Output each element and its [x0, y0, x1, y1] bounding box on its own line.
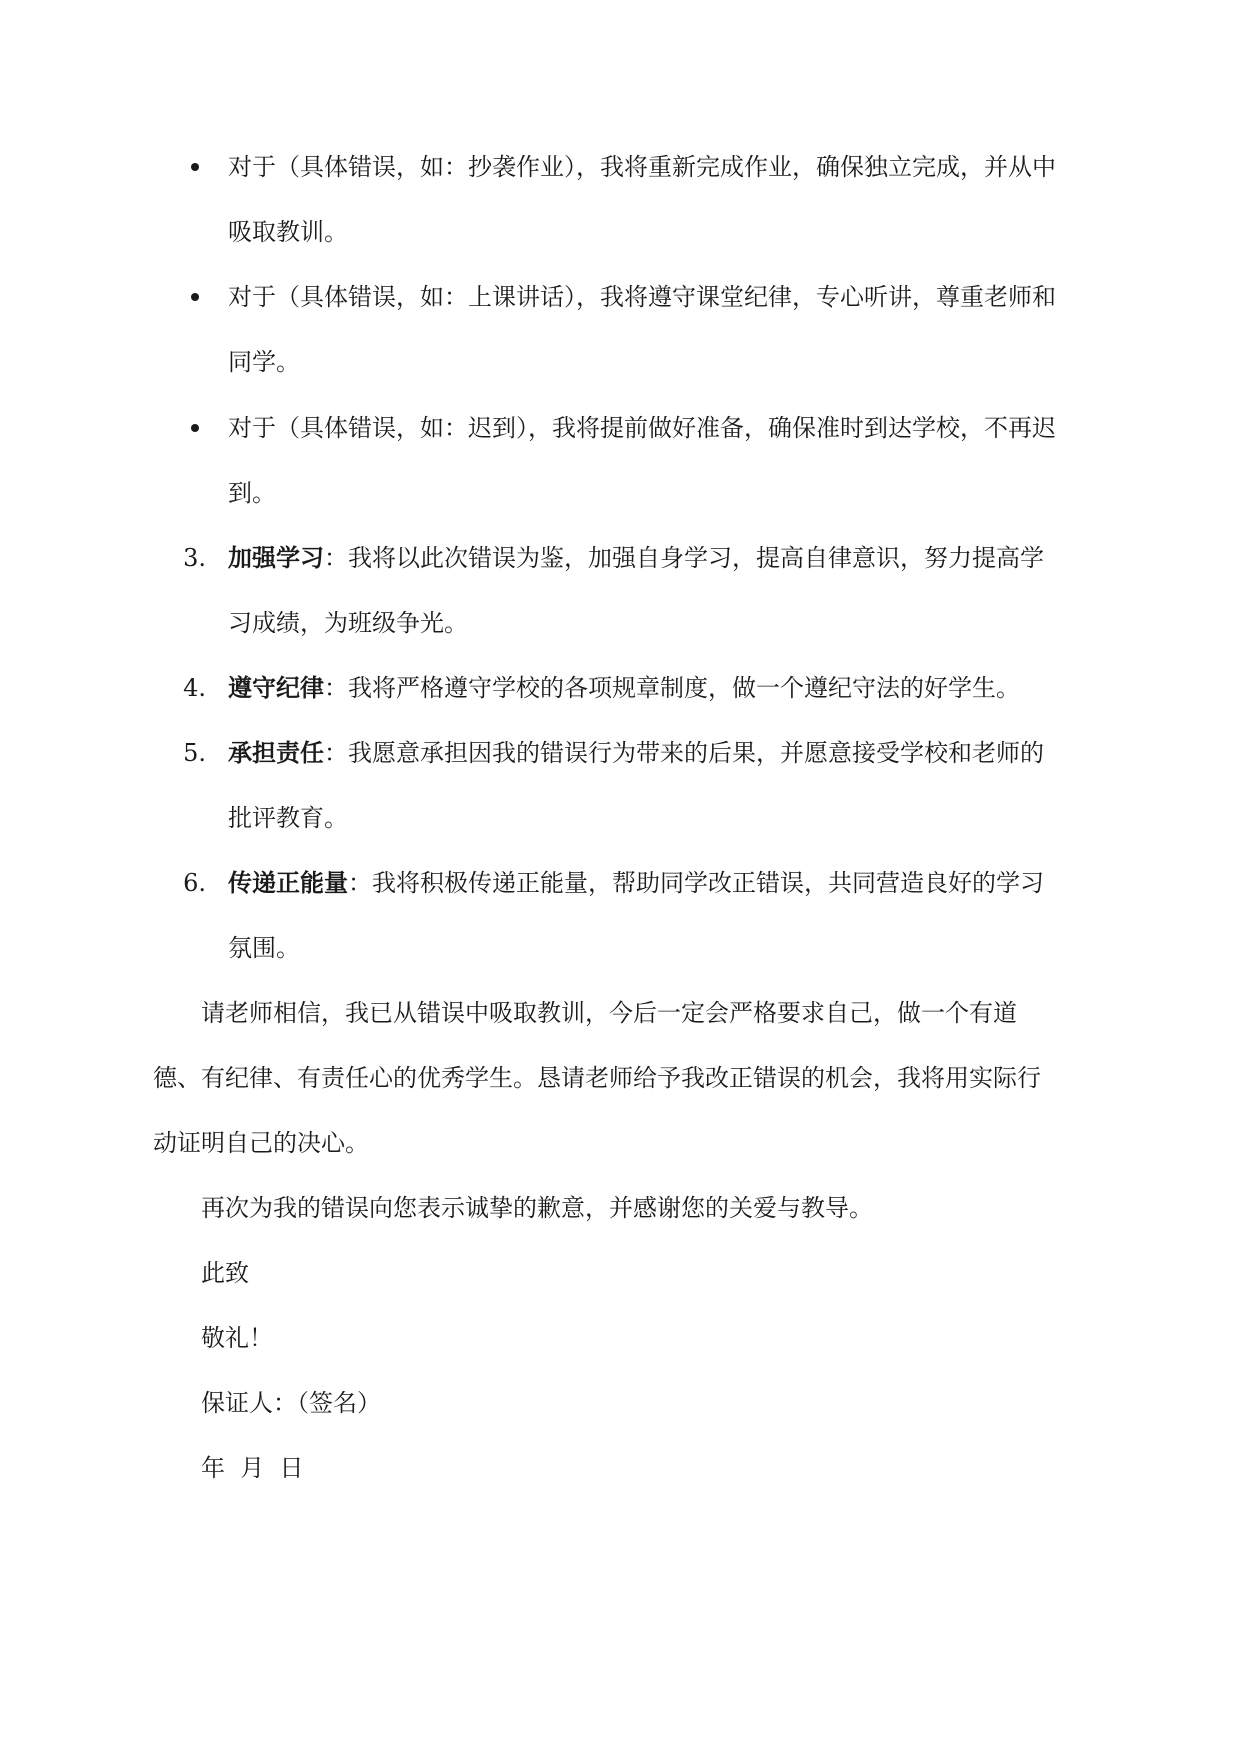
- list-item-5-separator: ：: [324, 739, 348, 767]
- list-item-4-text: 我将严格遵守学校的各项规章制度，做一个遵纪守法的好学生。: [348, 674, 1020, 702]
- list-item-6-term: 传递正能量: [228, 869, 348, 897]
- list-number-4: 4.: [183, 674, 206, 702]
- list-item-5-text: 我愿意承担因我的错误行为带来的后果，并愿意接受学校和老师的: [348, 739, 1044, 767]
- list-item-6-line-2: 氛围。: [228, 934, 300, 962]
- bullet-2-line-2: 同学。: [228, 348, 300, 376]
- closing-paragraph-line-2: 德、有纪律、有责任心的优秀学生。恳请老师给予我改正错误的机会，我将用实际行: [153, 1064, 1041, 1092]
- bullet-dot-2: [191, 293, 199, 301]
- bullet-3-line-1: 对于（具体错误，如：迟到），我将提前做好准备，确保准时到达学校，不再迟: [228, 414, 1056, 442]
- list-item-3-text: 我将以此次错误为鉴，加强自身学习，提高自律意识，努力提高学: [348, 544, 1044, 572]
- bullet-dot-3: [191, 424, 199, 432]
- list-item-4-separator: ：: [324, 674, 348, 702]
- list-item-6-separator: ：: [348, 869, 372, 897]
- list-item-5-term: 承担责任: [228, 739, 324, 767]
- closing-paragraph-line-3: 动证明自己的决心。: [153, 1129, 369, 1157]
- list-item-5-line-2: 批评教育。: [228, 804, 348, 832]
- list-item-6-line-1: [228, 867, 1044, 899]
- closing-paragraph-line-1: 请老师相信，我已从错误中吸取教训，今后一定会严格要求自己，做一个有道: [201, 999, 1017, 1027]
- date-line: 年 月 日: [201, 1454, 304, 1482]
- salutation-jing-li: 敬礼！: [201, 1324, 273, 1352]
- bullet-1-line-2: 吸取教训。: [228, 218, 348, 246]
- list-item-4-line-1: [228, 672, 1020, 704]
- list-item-6-text: 我将积极传递正能量，帮助同学改正错误，共同营造良好的学习: [372, 869, 1044, 897]
- bullet-2-line-1: 对于（具体错误，如：上课讲话），我将遵守课堂纪律，专心听讲，尊重老师和: [228, 283, 1056, 311]
- list-item-3-separator: ：: [324, 544, 348, 572]
- list-item-3-line-1: [228, 542, 1044, 574]
- bullet-3-line-2: 到。: [228, 479, 276, 507]
- guarantor-signature: 保证人：（签名）: [201, 1389, 381, 1417]
- list-item-3-term: 加强学习: [228, 544, 324, 572]
- list-number-5: 5.: [183, 739, 206, 767]
- list-item-5-line-1: [228, 737, 1044, 769]
- list-item-3-line-2: 习成绩，为班级争光。: [228, 609, 468, 637]
- apology-text: 再次为我的错误向您表示诚挚的歉意，并感谢您的关爱与教导。: [201, 1194, 873, 1222]
- bullet-dot-1: [191, 163, 199, 171]
- list-item-4-term: 遵守纪律: [228, 674, 324, 702]
- list-number-3: 3.: [183, 544, 206, 572]
- list-number-6: 6.: [183, 869, 206, 897]
- salutation-ci-zhi: 此致: [201, 1259, 249, 1287]
- bullet-1-line-1: 对于（具体错误，如：抄袭作业），我将重新完成作业，确保独立完成，并从中: [228, 153, 1056, 181]
